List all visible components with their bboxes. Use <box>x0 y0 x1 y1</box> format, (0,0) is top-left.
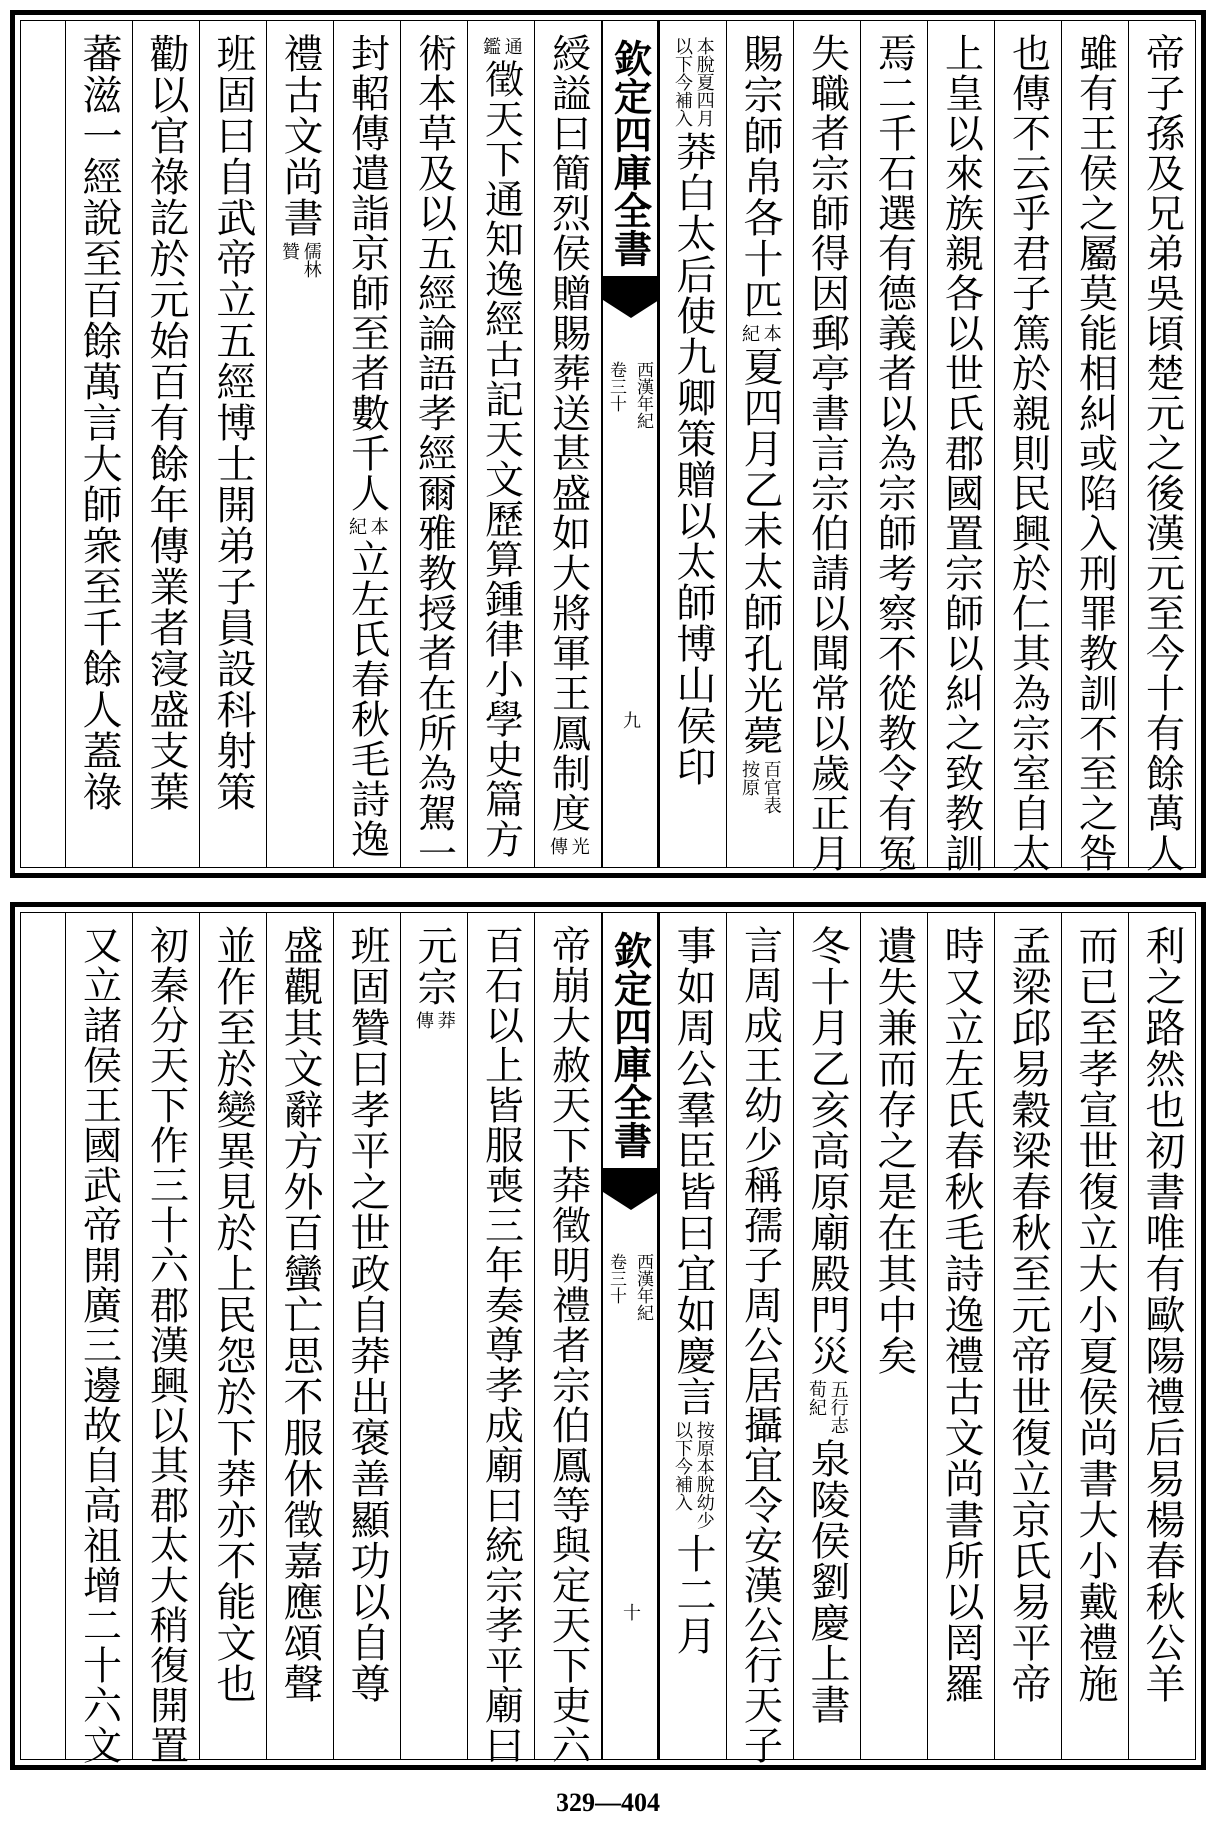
annotation-line: 贊 <box>279 242 300 260</box>
interlinear-note <box>739 324 781 342</box>
text-column <box>793 913 860 1759</box>
text-column <box>65 913 132 1765</box>
main-text: 而已至孝宣世復立大小夏侯尚書大小戴禮施 <box>1072 925 1118 1704</box>
main-text: 術本草及以五經論語孝經爾雅教授者在所為駕一 <box>411 33 457 873</box>
upper-page-panel <box>10 10 1206 878</box>
text-column <box>726 21 793 867</box>
main-text-continued: 夏四月乙未太師孔光薨 <box>737 346 783 756</box>
text-column <box>333 21 400 867</box>
annotation-line: 本脫夏四月 <box>693 37 715 127</box>
annotation-line: 傳 <box>547 837 568 855</box>
leaf-number: 十 <box>620 1603 641 1621</box>
main-text: 上皇以來族親各以世氏郡國置宗師以糾之致教訓 <box>938 33 984 873</box>
main-text-continued: 立左氏春秋毛詩逸 <box>344 539 390 859</box>
text-column <box>860 21 927 873</box>
text-column <box>994 913 1061 1759</box>
main-text: 遺失兼而存之是在其中矣 <box>871 925 917 1376</box>
text-column <box>1061 913 1128 1759</box>
main-text: 班固曰自武帝立五經博士開弟子員設科射策 <box>210 33 256 812</box>
fishtail-notch <box>603 300 659 318</box>
main-text: 時又立左氏春秋毛詩逸禮古文尚書所以罔羅 <box>938 925 984 1704</box>
text-column <box>793 21 860 873</box>
text-column <box>65 21 132 867</box>
main-text: 事如周公羣臣皆曰宜如慶言 <box>670 925 716 1417</box>
interlinear-note <box>547 837 589 855</box>
annotation-line: 五行志 <box>827 1380 849 1434</box>
center-gutter <box>601 913 659 1759</box>
text-column <box>199 913 266 1759</box>
annotation-line: 荀紀 <box>806 1380 827 1416</box>
text-column <box>860 913 927 1759</box>
text-column <box>659 21 726 867</box>
annotation-line: 以下今補入 <box>672 1421 693 1511</box>
leaf-number: 九 <box>620 711 641 729</box>
main-text: 賜宗師帛各十匹 <box>737 33 783 320</box>
lower-page-panel <box>10 902 1206 1770</box>
main-text: 又立諸侯王國武帝開廣三邊故自高祖增二十六文 <box>76 925 122 1765</box>
text-column <box>467 913 534 1765</box>
text-column <box>534 21 601 867</box>
annotation-line: 本 <box>367 517 389 535</box>
text-column <box>266 21 333 867</box>
volume-subtitle <box>604 361 656 429</box>
main-text: 焉二千石選有德義者以為宗師考察不從教令有冤 <box>871 33 917 873</box>
interlinear-note <box>739 760 781 814</box>
main-text-continued: 泉陵侯劉慶上書 <box>804 1438 850 1725</box>
annotation-line: 本 <box>760 324 782 342</box>
main-text: 也傳不云乎君子篤於親則民興於仁其為宗室自太 <box>1005 33 1051 873</box>
main-text: 言周成王幼少稱孺子周公居攝宜令安漢公行天子 <box>737 925 783 1765</box>
page-footer-number: 329—404 <box>556 1788 660 1817</box>
main-text: 百石以上皆服喪三年奏尊孝成廟曰統宗孝平廟曰 <box>478 925 524 1765</box>
text-column <box>659 913 726 1759</box>
book-title: 欽定四庫全書 <box>607 39 653 267</box>
main-text-continued: 徵天下通知逸經古記天文歷算鍾律小學史篇方 <box>478 59 524 859</box>
annotation-line: 傳 <box>413 1011 434 1029</box>
fishtail-notch <box>603 1192 659 1210</box>
annotation-line: 紀 <box>346 517 367 535</box>
interlinear-note <box>806 1380 848 1434</box>
annotation-line: 以下今補入 <box>672 37 693 127</box>
text-column <box>1128 913 1195 1759</box>
main-text: 綬謚曰簡烈侯贈賜葬送甚盛如大將軍王鳳制度 <box>545 33 591 833</box>
text-column <box>266 913 333 1759</box>
text-column <box>400 913 467 1759</box>
main-text-continued: 莽白太后使九卿策贈以太師博山侯印 <box>670 131 716 787</box>
text-column <box>927 913 994 1759</box>
book-title: 欽定四庫全書 <box>607 931 653 1159</box>
subtitle-sub2: 卷三十 <box>606 361 626 412</box>
interlinear-note <box>413 1011 455 1029</box>
text-column <box>400 21 467 873</box>
text-column <box>726 913 793 1765</box>
interlinear-note <box>672 37 714 127</box>
center-gutter <box>601 21 659 867</box>
fishtail-mark <box>603 1168 657 1192</box>
main-text-continued: 十二月 <box>670 1533 716 1656</box>
interlinear-note <box>279 242 321 278</box>
subtitle-sub2: 卷三十 <box>606 1253 626 1304</box>
annotation-line: 光 <box>568 837 590 855</box>
annotation-line: 儒林 <box>300 242 322 278</box>
volume-subtitle <box>604 1253 656 1321</box>
subtitle-sub1: 西漢年紀 <box>633 1253 653 1321</box>
main-text: 蕃滋一經說至百餘萬言大師衆至千餘人蓋祿 <box>76 33 122 812</box>
main-text: 失職者宗師得因郵亭書言宗伯請以聞常以歲正月 <box>804 33 850 873</box>
main-text: 並作至於變異見於上民怨於下莽亦不能文也 <box>210 925 256 1704</box>
text-column <box>927 21 994 873</box>
text-column <box>199 21 266 867</box>
text-column <box>132 21 199 867</box>
annotation-line: 按原本脫幼少 <box>693 1421 715 1529</box>
main-text: 盛觀其文辭方外百蠻亡思不服休徵嘉應頌聲 <box>277 925 323 1704</box>
text-column <box>1061 21 1128 873</box>
text-column <box>333 913 400 1759</box>
text-column <box>132 913 199 1765</box>
annotation-line: 紀 <box>739 324 760 342</box>
main-text: 勸以官祿訖於元始百有餘年傳業者寖盛支葉 <box>143 33 189 812</box>
interlinear-note <box>346 517 388 535</box>
main-text: 帝崩大赦天下莽徵明禮者宗伯鳳等與定天下吏六 <box>545 925 591 1765</box>
interlinear-note <box>480 37 522 55</box>
annotation-line: 莽 <box>434 1011 456 1029</box>
annotation-line: 通 <box>501 37 523 55</box>
main-text: 元宗 <box>411 925 457 1007</box>
text-column <box>1128 21 1195 873</box>
text-column <box>994 21 1061 873</box>
main-text: 班固贊曰孝平之世政自莽出褒善顯功以自尊 <box>344 925 390 1704</box>
fishtail-mark <box>603 276 657 300</box>
main-text: 冬十月乙亥高原廟殿門災 <box>804 925 850 1376</box>
main-text: 雖有王侯之屬莫能相糾或陷入刑罪教訓不至之咎 <box>1072 33 1118 873</box>
annotation-line: 按原 <box>739 760 760 796</box>
interlinear-note <box>672 1421 714 1529</box>
subtitle-sub1: 西漢年紀 <box>633 361 653 429</box>
annotation-line: 百官表 <box>760 760 782 814</box>
main-text: 禮古文尚書 <box>277 33 323 238</box>
main-text: 孟梁邱易穀梁春秋至元帝世復立京氏易平帝 <box>1005 925 1051 1704</box>
main-text: 封軺傳遣詣京師至者數千人 <box>344 33 390 513</box>
main-text: 帝子孫及兄弟吳頃楚元之後漢元至今十有餘萬人 <box>1139 33 1185 873</box>
main-text: 初秦分天下作三十六郡漢興以其郡太大稍復開置 <box>143 925 189 1765</box>
text-column <box>534 913 601 1765</box>
main-text: 利之路然也初書唯有歐陽禮后易楊春秋公羊 <box>1139 925 1185 1704</box>
annotation-line: 鑑 <box>480 37 501 55</box>
text-column <box>467 21 534 867</box>
